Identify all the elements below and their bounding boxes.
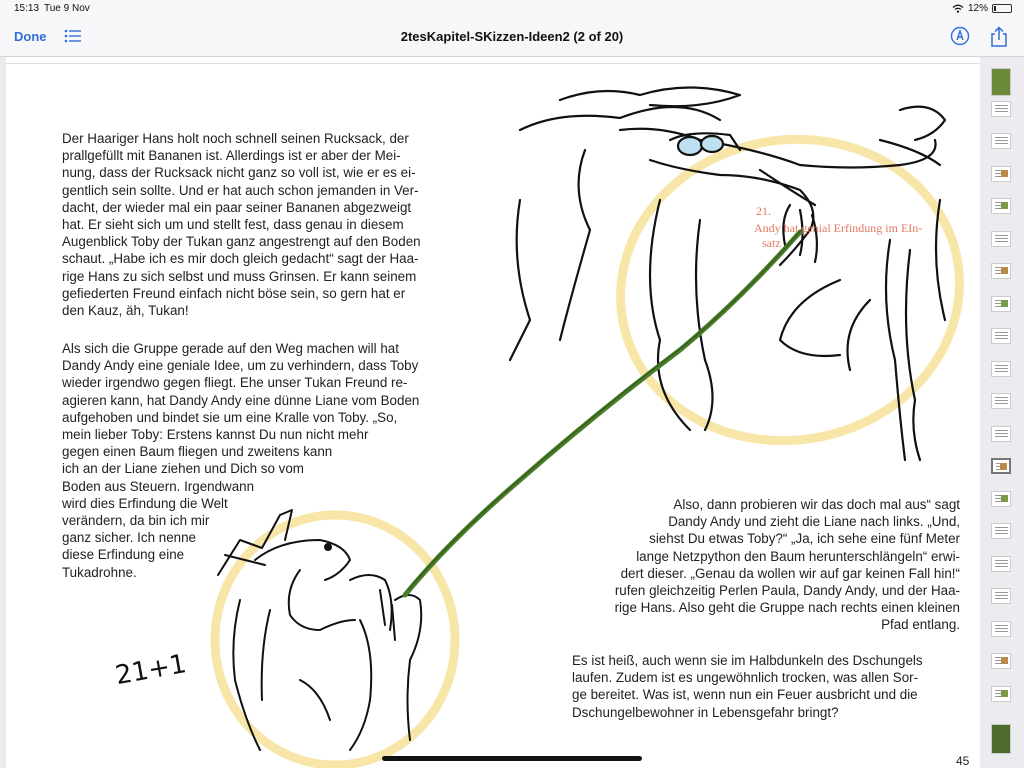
text-line: gegen einen Baum fliegen und zweitens kann <box>62 444 333 460</box>
page-thumbnail[interactable] <box>991 724 1011 754</box>
wifi-icon <box>952 4 964 13</box>
status-bar <box>0 0 1024 18</box>
paragraph-2 <box>62 340 450 581</box>
text-line: gentlich sein sollte. Und er hat auch schon jemanden in Ver- <box>62 182 419 198</box>
text-line: Als sich die Gruppe gerade auf den Weg machen will hat <box>62 341 399 356</box>
page-thumbnail-scrubber[interactable] <box>980 58 1024 768</box>
page-thumbnail[interactable] <box>991 556 1011 572</box>
page-thumbnail[interactable] <box>991 686 1011 702</box>
paragraph-4 <box>572 652 960 721</box>
share-icon[interactable] <box>990 26 1008 53</box>
paragraph-3 <box>572 496 960 634</box>
page-thumbnail[interactable] <box>991 523 1011 539</box>
text-line: siehst Du etwas Toby?“ „Ja, ich sehe eine fünf Meter <box>649 531 960 547</box>
annotation-line-1: 21. <box>756 204 771 218</box>
battery-fill <box>994 6 996 11</box>
battery-percent: 12% <box>967 3 988 14</box>
page-thumbnail[interactable] <box>991 133 1011 149</box>
paragraph-1 <box>62 130 450 319</box>
text-line: ich an der Liane ziehen und Dich so vom <box>62 461 304 477</box>
page-thumbnail[interactable] <box>991 68 1011 96</box>
page-thumbnail[interactable] <box>991 653 1011 669</box>
navigation-bar <box>0 18 1024 57</box>
text-line: Dandy Andy und zieht die Liane nach links. „Und, <box>668 514 960 530</box>
text-line: Augenblick Toby der Tukan ganz angestrengt auf den Boden <box>62 234 421 250</box>
text-line: Tukadrohne. <box>62 564 137 580</box>
text-line: aufgehoben und bindet sie um eine Kralle von Toby. „So, <box>62 409 398 425</box>
text-line: nung, dass der Rucksack nicht ganz so voll ist, wie er es ei- <box>62 165 416 181</box>
list-icon[interactable] <box>64 29 82 48</box>
text-line: mein lieber Toby: Erstens kannst Du nun nicht mehr <box>62 427 369 443</box>
text-line: schaut. „Habe ich es mir doch gleich gedacht“ sagt der Haa- <box>62 251 419 267</box>
text-line: Dschungelbewohner in Lebensgefahr bringt? <box>572 704 839 720</box>
page-thumbnail[interactable] <box>991 491 1011 507</box>
status-time: 15:13 <box>14 3 40 14</box>
page-thumbnail[interactable] <box>991 263 1011 279</box>
text-line: agieren kann, hat Dandy Andy eine dünne Liane vom Boden <box>62 392 420 408</box>
done-button[interactable]: Done <box>14 29 47 44</box>
markup-icon[interactable] <box>950 26 970 51</box>
page-thumbnail[interactable] <box>991 328 1011 344</box>
page-thumbnail[interactable] <box>991 458 1011 474</box>
text-line: dert dieser. „Genau da wollen wir auf gar keinen Fall hin!“ <box>620 565 960 581</box>
text-line: wird dies Erfindung die Welt <box>62 495 228 511</box>
text-line: rige Hans zu sich selbst und muss Grinsen. Er kann seinem <box>62 268 417 284</box>
annotation-line-3: satz <box>762 236 781 250</box>
text-line: verändern, da bin ich mir <box>62 513 210 529</box>
text-line: gefiederten Freund einfach nicht böse sein, so gern hat er <box>62 285 406 301</box>
text-line: rige Hans. Also geht die Gruppe nach rechts einen kleinen <box>614 600 960 616</box>
text-line: Der Haariger Hans holt noch schnell seinen Rucksack, der <box>62 131 409 146</box>
status-right <box>952 3 1012 14</box>
page-thumbnail[interactable] <box>991 588 1011 604</box>
page-thumbnail[interactable] <box>991 231 1011 247</box>
page-thumbnail[interactable] <box>991 361 1011 377</box>
page-thumbnail[interactable] <box>991 296 1011 312</box>
page-thumbnail[interactable] <box>991 166 1011 182</box>
handwritten-note: 21+1 <box>113 649 189 692</box>
text-line: Boden aus Steuern. Irgendwann <box>62 478 255 494</box>
annotation-line-2: Andy hat genial Erfindung im EIn- <box>754 221 923 235</box>
home-indicator[interactable] <box>382 756 642 761</box>
page-thumbnail[interactable] <box>991 426 1011 442</box>
text-line: rufen gleichzeitig Perlen Paula, Dandy Andy, und der Haa- <box>614 583 960 599</box>
text-line: Also, dann probieren wir das doch mal aus“ sagt <box>673 497 960 512</box>
text-line: diese Erfindung eine <box>62 547 185 563</box>
text-line: wieder irgendwo gegen fliegt. Ehe unser Tukan Freund re- <box>62 375 408 391</box>
page-number: 45 <box>956 754 970 768</box>
text-line: ganz sicher. Ich nenne <box>62 530 196 546</box>
page-thumbnail[interactable] <box>991 621 1011 637</box>
page-thumbnail[interactable] <box>991 198 1011 214</box>
page-thumbnail[interactable] <box>991 101 1011 117</box>
text-line: Es ist heiß, auch wenn sie im Halbdunkeln des Dschungels <box>572 653 923 668</box>
text-line: Dandy Andy eine geniale Idee, um zu verhindern, dass Toby <box>62 358 419 374</box>
text-line: Pfad entlang. <box>881 617 960 633</box>
battery-icon <box>992 4 1012 13</box>
text-line: hat. Er sieht sich um und stellt fest, dass genau in diesem <box>62 217 404 233</box>
document-title: 2tesKapitel-SKizzen-Ideen2 (2 of 20) <box>400 29 624 44</box>
text-line: dacht, der wieder mal ein paar seiner Bananen abgezweigt <box>62 199 412 215</box>
text-line: den Kauz, äh, Tukan! <box>62 303 189 319</box>
status-date: Tue 9 Nov <box>44 3 90 14</box>
text-line: ge bereitet. Was ist, wenn nun ein Feuer ausbricht und die <box>572 687 918 703</box>
previous-page-edge <box>6 57 980 64</box>
text-line: lange Netzpython den Baum herunterschlängeln“ erwi- <box>636 548 960 564</box>
text-line: prallgefüllt mit Bananen ist. Allerdings ist er aber der Mei- <box>62 148 401 164</box>
text-line: laufen. Zudem ist es ungewöhnlich trocken, was allen Sor- <box>572 670 919 686</box>
page-thumbnail[interactable] <box>991 393 1011 409</box>
